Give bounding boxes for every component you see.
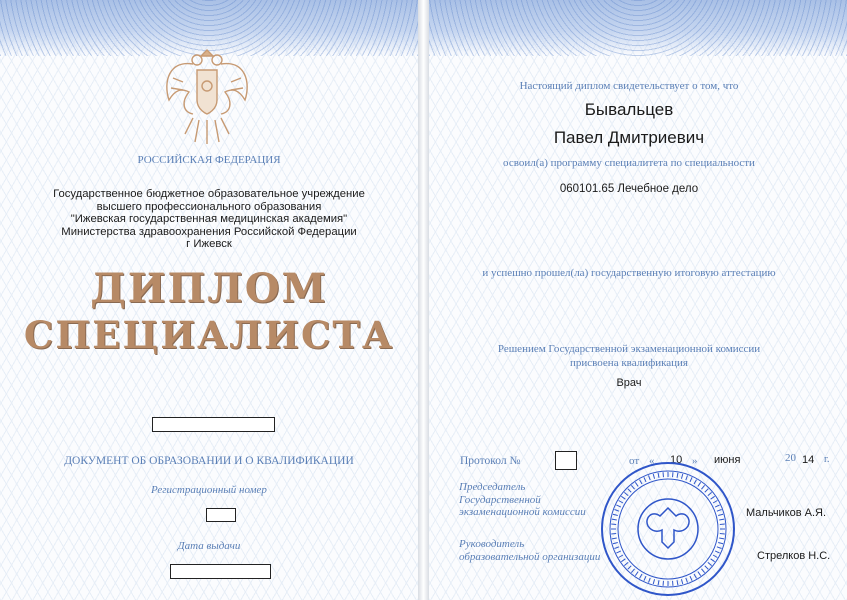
chair-name: Мальчиков А.Я. — [746, 507, 827, 519]
institution-line: "Ижевская государственная медицинская академия" — [70, 213, 348, 226]
head-title — [459, 538, 600, 563]
institution-block — [0, 188, 418, 251]
diploma-title: ДИПЛОМ — [90, 265, 328, 312]
registration-label: Регистрационный номер — [151, 484, 267, 496]
intro-text: Настоящий диплом свидетельствует о том, что — [519, 80, 739, 92]
head-name: Стрелков Н.С. — [757, 550, 831, 562]
redacted-serial-number — [152, 417, 275, 432]
institution-line: г Ижевск — [186, 238, 232, 251]
specialist-title: СПЕЦИАЛИСТА — [23, 313, 395, 357]
graduate-surname: Бывальцев — [584, 100, 674, 119]
head-title-line: образовательной организации — [459, 550, 601, 563]
qualification: Врач — [616, 377, 642, 389]
document-type: ДОКУМЕНТ ОБ ОБРАЗОВАНИИ И О КВАЛИФИКАЦИИ — [64, 455, 354, 467]
left-page — [0, 0, 418, 600]
institution-line: Государственное бюджетное образовательное учреждение — [53, 188, 365, 200]
graduate-name: Павел Дмитриевич — [553, 128, 705, 147]
redacted-registration-number — [206, 508, 236, 522]
protocol-label: Протокол № — [460, 455, 521, 467]
chair-title-line: Председатель — [459, 481, 526, 493]
from-label: от — [629, 455, 640, 467]
right-page — [429, 0, 847, 600]
protocol-month: июня — [714, 454, 741, 466]
redacted-issue-date — [170, 564, 271, 579]
year-unit: г. — [824, 454, 830, 465]
coat-of-arms-icon — [159, 42, 255, 152]
specialty: 060101.65 Лечебное дело — [559, 183, 699, 195]
year-suffix: 14 — [802, 454, 815, 466]
quote-close: » — [692, 455, 698, 467]
year-prefix: 20 — [785, 452, 796, 464]
institution-line: высшего профессионального образования — [96, 200, 322, 213]
chair-title-line: Государственной — [459, 493, 541, 506]
redacted-protocol-number — [555, 451, 577, 470]
decision-line-2: присвоена квалификация — [570, 357, 688, 369]
decision-line-1: Решением Государственной экзаменационной комиссии — [497, 343, 761, 355]
center-fold — [418, 0, 429, 600]
official-seal-icon — [597, 458, 739, 600]
country-name: РОССИЙСКАЯ ФЕДЕРАЦИЯ — [137, 154, 281, 166]
chair-title — [459, 481, 586, 519]
head-title-line: Руководитель — [459, 538, 525, 550]
quote-open: « — [649, 455, 655, 467]
issue-date-label: Дата выдачи — [177, 540, 241, 552]
protocol-day: 10 — [670, 454, 683, 466]
top-ornament-band — [429, 0, 847, 56]
institution-line: Министерства здравоохранения Российской Федерации — [61, 225, 357, 238]
chair-title-line: экзаменационной комиссии — [459, 506, 586, 518]
attestation-text: и успешно прошел(ла) государственную итоговую аттестацию — [482, 267, 776, 279]
program-text: освоил(а) программу специалитета по специальности — [503, 157, 755, 169]
